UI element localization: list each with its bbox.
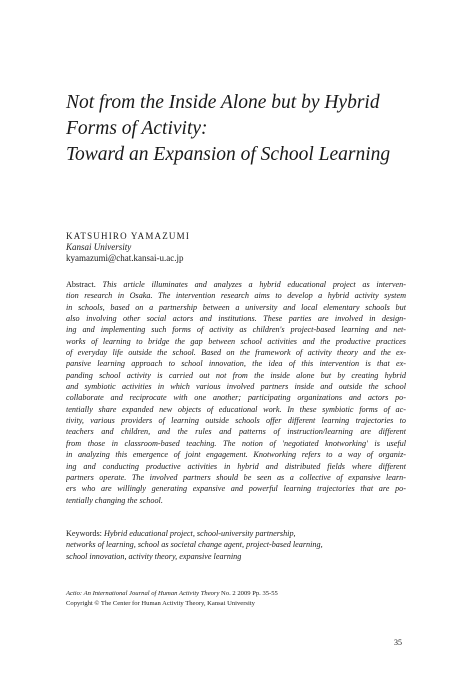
abstract-line: tentially changing the school. [66,495,163,505]
abstract-line: collaborate and reciprocate with one another; participating organizations and actors po- [66,393,406,403]
abstract-line [66,279,406,290]
journal-citation [66,589,406,599]
title-line-2: Forms of Activity: [66,118,208,139]
abstract-line: also involving other social actors and institutions. These parties are involved in design- [66,314,406,324]
abstract-line: pansive learning approach to school innovation, the idea of this intervention is that ex- [66,359,406,369]
keywords-line: school innovation, activity theory, expansive learning [66,551,242,561]
abstract-line: ing and conducting productive activities in hybrid and distributed fields where different [66,461,406,471]
abstract-line: in schools, based on a partnership between a university and local elementary schools but [66,302,406,312]
keywords-line: networks of learning, school as societal change agent, project-based learning, [66,540,323,550]
keywords-line-text: Hybrid educational project, school-university partnership, [101,529,296,538]
author-email: kyamazumi@chat.kansai-u.ac.jp [66,253,184,263]
author-affiliation: Kansai University [66,242,132,252]
keywords [66,528,406,562]
journal-copyright: Copyright © The Center for Human Activity Theory, Kansai University [66,599,255,607]
page-number: 35 [394,638,402,647]
abstract-line: ing and implementing such forms of activity as children's project-based learning and net- [66,325,406,335]
journal-footer [66,589,406,608]
abstract-line: partners operate. The involved partners should be seen as a collective of expansive learn- [66,472,406,482]
abstract-line: tion research in Osaka. The intervention research aims to develop a hybrid activity system [66,291,406,301]
author-block [66,231,406,264]
abstract [66,279,406,506]
abstract-line: works of learning to bridge the gap between school activities and the productive practices [66,336,406,346]
title-line-1: Not from the Inside Alone but by Hybrid [66,92,380,113]
journal-issue: No. 2 2009 Pp. 35-55 [219,590,278,597]
abstract-label: Abstract. [66,280,96,289]
keywords-label: Keywords: [66,529,102,538]
abstract-line: in analyzing this emergence of joint engagement. Knotworking refers to a way of organiz- [66,450,406,460]
abstract-line: tivity, various providers of learning outside schools offer different learning trajectories to [66,416,406,426]
article-title [66,90,426,168]
keywords-line [66,528,406,539]
abstract-line: and symbiotic activities in which various involved partners inside and outside the school [66,382,406,392]
abstract-line: teachers and children, and the rules and patterns of instruction/learning are different [66,427,406,437]
abstract-line: panding school activity is carried out not from the inside alone but by creating hybrid [66,370,406,380]
abstract-line: tentially share expanded new objects of educational work. In these symbiotic forms of ac- [66,404,406,414]
title-line-3: Toward an Expansion of School Learning [66,144,391,165]
abstract-line: from those in classroom-based teaching. The notion of 'negotiated knotworking' is useful [66,438,406,448]
journal-title: Actio: An International Journal of Human Activity Theory [66,590,220,597]
abstract-line: of everyday life outside the school. Based on the framework of activity theory and the ex- [66,348,406,358]
abstract-line-text: This article illuminates and analyzes a hybrid educational project as interven- [95,280,406,289]
author-name: KATSUHIRO YAMAZUMI [66,231,191,241]
abstract-line: ers who are willingly generating expansive and powerful learning trajectories that are po- [66,484,406,494]
